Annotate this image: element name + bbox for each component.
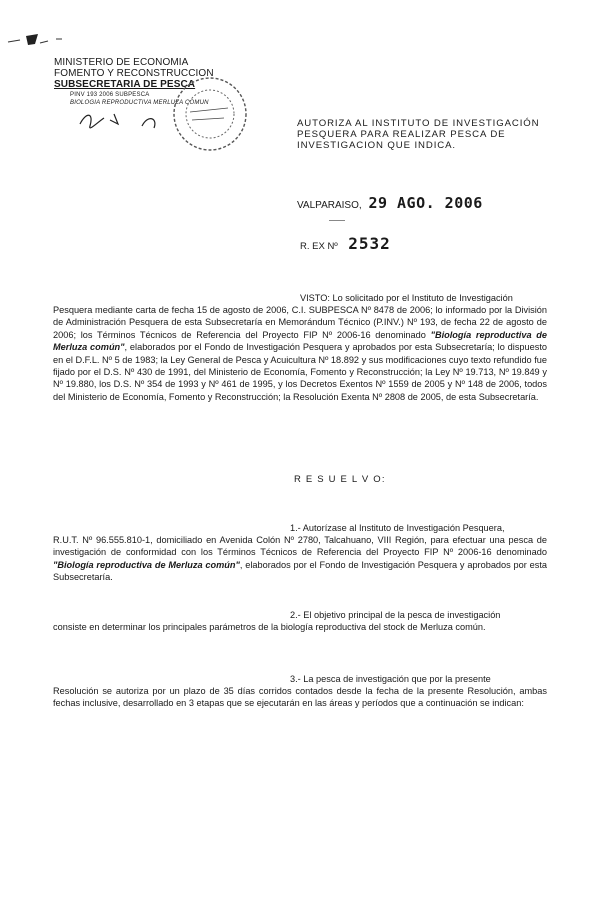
resolution-prefix: R. EX Nº [300,241,338,252]
item-2-paragraph: consiste en determinar los principales parámetros de la biología reproductiva del stock de Merluza común. [53,622,486,632]
ministry-line-2: FOMENTO Y RECONSTRUCCION [54,68,214,79]
place-label: VALPARAISO, [297,200,362,211]
corner-mark [4,26,74,50]
title-line-3: INVESTIGACION QUE INDICA. [297,140,456,152]
visto-body-1: Pesquera mediante carta de fecha 15 de agosto de 2006, C.I. SUBPESCA Nº 8478 de 2006; lo informado por la División de Administración Pesquera de esta Subsecretaría en Memorándum Técnico (P.INV.) Nº 193, de fecha 22 de agosto de 2006; los Términos Técnicos de Referencia del Proyecto FIP Nº 2006-16 denominado [53,305,547,340]
number-mark [329,220,345,221]
subsecretaria-label: SUBSECRETARIA DE PESCA [54,79,196,90]
resolution-number [300,234,500,254]
place-date [297,194,557,212]
reference-line-2: BIOLOGIA REPRODUCTIVA MERLUZA COMUN [70,100,209,106]
item-3-first-line: 3.- La pesca de investigación que por la presente [290,674,491,684]
date-stamp: 29 AGO. 2006 [368,194,483,212]
item-1-body-2: , elaborados por el Fondo de Investigación Pesquera y aprobados por esta Subsecretaría. [53,559,547,583]
ministry-line-1: MINISTERIO DE ECONOMIA [54,57,189,68]
item-1-emphasis: "Biología reproductiva de Merluza común" [53,559,240,570]
item-1-first-line: 1.- Autorízase al Instituto de Investigación Pesquera, [290,523,505,533]
item-2-first-line: 2.- El objetivo principal de la pesca de investigación [290,610,501,620]
initials-signature [76,104,186,134]
title-line-2: PESQUERA PARA REALIZAR PESCA DE [297,129,506,141]
visto-label: VISTO: [300,293,330,303]
visto-paragraph [53,304,547,403]
visto-first-line [300,292,547,304]
visto-body-2: , elaborados por el Fondo de Investigación Pesquera y aprobados por esta Subsecretaría; lo dispuesto en el D.F.L. Nº 5 de 1983; la Ley General de Pesca y Acuicultura Nº 18.892 y sus modificaciones cuyo texto refundido fue fijado por el D.S. Nº 430 de 1991, del Ministerio de Economía, Fomento y Reconstrucción; la Ley Nº 19.713, Nº 19.849 y Nº 19.880, los D.S. Nº 354 de 1993 y Nº 461 de 1995, y los Decretos Exentos Nº 1559 de 2005 y Nº 148 de 2006, todos del Ministerio de Economía, Fomento y Reconstrucción; la Resolución Exenta Nº 2808 de 2005, de esta Subsecretaría. [53,342,547,402]
item-1-body-1: R.U.T. Nº 96.555.810-1, domiciliado en Avenida Colón Nº 2780, Talcahuano, VIII Región, para efectuar una pesca de investigación de conformidad con los Términos Técnicos de Referencia del Proyecto FIP Nº 2006-16 denominado [53,535,547,558]
title-line-1: AUTORIZA AL INSTITUTO DE INVESTIGACIÓN [297,118,540,129]
resolution-title [297,118,545,152]
item-3-paragraph: Resolución se autoriza por un plazo de 35 días corridos contados desde la fecha de la presente Resolución, ambas fechas inclusive, desarrollado en 3 etapas que se ejecutarán en las áreas y períodos que a continuación se indican: [53,686,547,709]
visto-emphasis: "Biología reproductiva de Merluza común" [53,329,547,353]
resuelvo-heading: R E S U E L V O: [294,474,386,485]
visto-first-line-text: Lo solicitado por el Instituto de Investigación [332,293,513,303]
resolution-number-stamp: 2532 [348,234,391,253]
item-1-paragraph [53,534,547,584]
reference-line-1: PINV 193 2006 SUBPESCA [70,92,150,98]
